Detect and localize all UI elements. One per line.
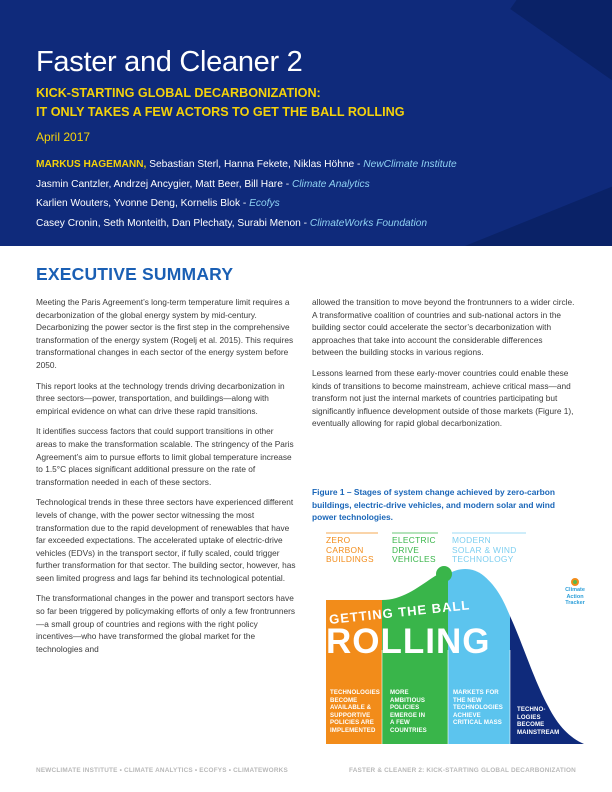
stage-line: MORE xyxy=(390,689,409,696)
stage-line: EMERGE IN xyxy=(390,711,426,719)
author-list xyxy=(36,155,457,233)
stage-line: AMBITIOUS xyxy=(390,696,426,704)
section-heading: EXECUTIVE SUMMARY xyxy=(36,264,234,284)
report-title: Faster and Cleaner 2 xyxy=(36,46,303,78)
body-paragraph: This report looks at the technology trends driving decarbonization in three sectors—power, transportation, and buildings—along with empirical evidence on what can drive these rapid transitions. xyxy=(36,380,285,416)
author-names: Sebastian Sterl, Hanna Fekete, Niklas Höhne - xyxy=(146,159,364,170)
stage-line: CRITICAL MASS xyxy=(453,719,502,727)
stage-line: LOGIES xyxy=(517,713,541,721)
stage-line: BECOME xyxy=(330,696,358,704)
rolling-ball xyxy=(436,566,452,582)
body-paragraph: It identifies success factors that could support transitions in other areas to make the transformation scalable. The stringency of the Paris Agreement’s aim to pursue efforts to limit global temperature increase to 1.5°C places significant additional pressure on the rate of transformation needed in each of these sectors. xyxy=(36,426,294,487)
category-label-vehicles xyxy=(392,536,436,565)
stage-line: POLICIES xyxy=(390,704,420,712)
stage-description-4 xyxy=(517,706,575,736)
stage-line: TECHNOLOGIES xyxy=(453,704,503,712)
body-paragraph: Lessons learned from these early-mover countries could enable these kinds of transitions to become mainstream, achieve critical mass—and transform not just the internal markets of countries participating but significantly influence development outside of those markets (Figure 1), eventually allowing for rapid global decarbonization. xyxy=(312,367,574,429)
subtitle-line: KICK-STARTING GLOBAL DECARBONIZATION: xyxy=(36,86,321,100)
header-band xyxy=(0,0,612,246)
logo-line: Tracker xyxy=(565,600,585,606)
body-paragraph: allowed the transition to move beyond the frontrunners to a wider circle. A transformative coalition of countries and sub-national actors in the building sector could accelerate the sector’s decarbonization with approaches that take into account the considerable differences between the building stocks in various regions. xyxy=(312,297,575,358)
stage-description-3 xyxy=(453,689,515,727)
body-paragraph: Meeting the Paris Agreement’s long-term temperature limit requires a decarbonization of the global energy system by mid-century. Decarbonizing the power sector is the first step in the comprehensive transformation of the energy system (Rogelj et al. 2015). This requires transformational changes in each sector of the energy system before 2050. xyxy=(36,297,294,370)
stage-line: POLICIES ARE xyxy=(330,719,374,727)
lead-author: MARKUS HAGEMANN, xyxy=(36,159,147,170)
figure-stages-of-change xyxy=(312,530,590,748)
publication-date: April 2017 xyxy=(36,130,91,144)
author-names: Karlien Wouters, Yvonne Deng, Kornelis Blok - xyxy=(36,198,250,209)
category-label-buildings xyxy=(326,536,374,565)
stage-line: BECOME xyxy=(517,721,545,729)
label-line: DRIVE xyxy=(392,544,420,555)
author-organization: Climate Analytics xyxy=(291,178,370,190)
label-line: ZERO xyxy=(326,535,351,545)
label-line: CARBON xyxy=(326,544,364,555)
right-column xyxy=(312,296,576,438)
author-names: Casey Cronin, Seth Monteith, Dan Plechaty, Surabi Menon - xyxy=(36,217,310,229)
logo-line: Climate xyxy=(565,587,585,593)
figure-caption: Figure 1 – Stages of system change achieved by zero-carbon buildings, electric-drive vehicles, and modern solar and wind power technologies. xyxy=(312,487,555,523)
stage-line: TECHNOLOGIES xyxy=(330,689,380,696)
logo-line: Action xyxy=(566,593,584,600)
category-label-solar-wind xyxy=(452,536,517,565)
banner-rolling: ROLLING xyxy=(326,622,491,661)
author-row xyxy=(36,194,457,214)
stage-line: THE NEW xyxy=(453,696,482,704)
stage-line: COUNTRIES xyxy=(390,726,427,734)
stage-line: SUPPORTIVE xyxy=(330,711,371,719)
left-column xyxy=(36,296,296,663)
label-line: SOLAR & WIND xyxy=(452,544,517,555)
header-decoration xyxy=(510,0,612,89)
stage-line: ACHIEVE xyxy=(453,711,481,719)
stage-line: MARKETS FOR xyxy=(453,689,499,696)
body-paragraph: Technological trends in these three sectors have experienced different levels of change, with the power sector witnessing the most transformation due to the rapid development of renewables that have far exceeded expectations. The accelerated uptake of electric-drive vehicles (EDVs) in the transport sector, if fully scaled, could trigger further transformation for that sector. The building sector, however, has seen limited progress and lags far behind its technological potential. xyxy=(36,497,296,583)
banner-getting-the-ball: GETTING THE BALL xyxy=(328,597,471,627)
stage-line: TECHNO- xyxy=(517,706,546,713)
climate-action-tracker-logo xyxy=(560,578,590,607)
tracker-logo-icon xyxy=(571,578,579,586)
label-line: MODERN xyxy=(452,535,492,545)
label-line: ELECTRIC xyxy=(392,535,436,545)
body-paragraph: The transformational changes in the power and transport sectors have so far been triggered by policymaking efforts of only a few frontrunners—a small group of countries and regions with the right policy incentives—who have transformed the global market for the technologies and xyxy=(36,593,296,654)
stage-description-2 xyxy=(390,689,446,735)
report-subtitle xyxy=(36,84,405,122)
author-organization: Ecofys xyxy=(249,198,280,209)
stage-line: A FEW xyxy=(390,719,410,727)
stage-line: IMPLEMENTED xyxy=(330,726,376,734)
author-names: Jasmin Cantzler, Andrzej Ancygier, Matt Beer, Bill Hare - xyxy=(36,178,292,190)
subtitle-line: IT ONLY TAKES A FEW ACTORS TO GET THE BALL ROLLING xyxy=(36,105,405,119)
label-line: VEHICLES xyxy=(392,554,436,564)
author-organization: ClimateWorks Foundation xyxy=(309,217,428,229)
label-line: TECHNOLOGY xyxy=(452,554,514,564)
stage-line: MAINSTREAM xyxy=(517,728,560,736)
author-organization: NewClimate Institute xyxy=(363,159,457,170)
stage-line: AVAILABLE & xyxy=(330,704,372,712)
footer-report-title: FASTER & CLEANER 2: KICK-STARTING GLOBAL DECARBONIZATION xyxy=(348,767,576,774)
footer-organizations: NEWCLIMATE INSTITUTE • CLIMATE ANALYTICS • ECOFYS • CLIMATEWORKS xyxy=(36,767,288,774)
author-row xyxy=(36,155,457,175)
label-line: BUILDINGS xyxy=(326,554,374,564)
author-row xyxy=(36,214,457,234)
stage-description-1 xyxy=(330,689,388,735)
author-row xyxy=(36,175,457,195)
